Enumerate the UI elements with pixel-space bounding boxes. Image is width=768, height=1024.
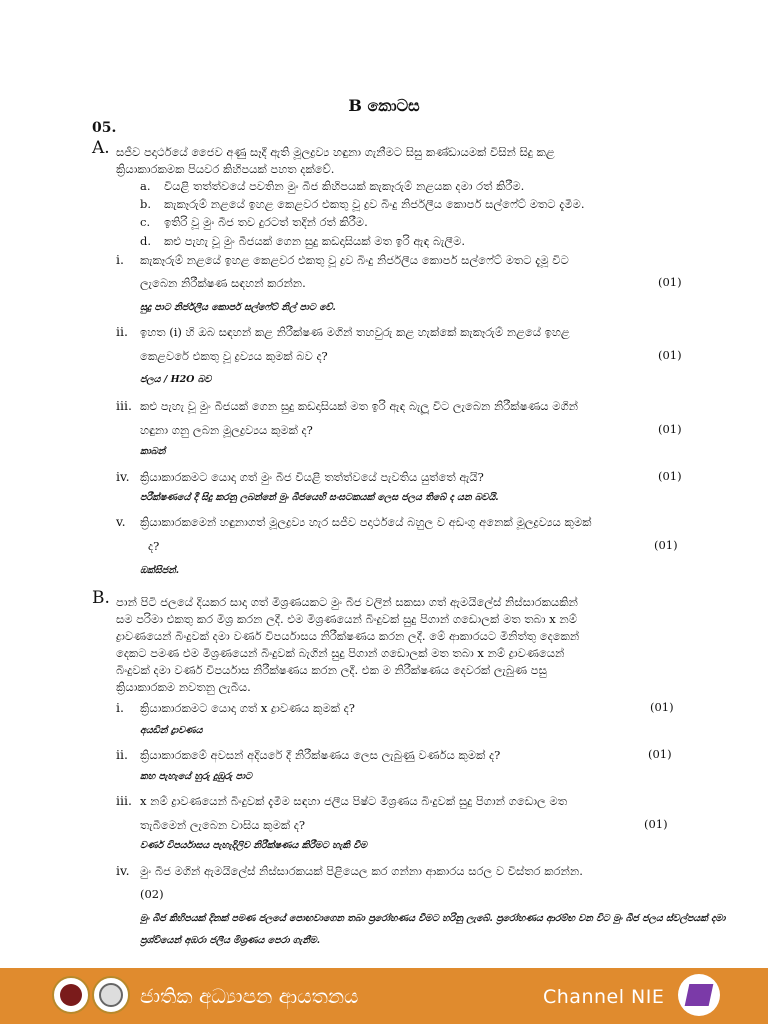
answer-text: අයඩින් ද්‍රාවණය	[140, 725, 203, 736]
question-roman: ii.	[116, 747, 128, 762]
question-roman: ii.	[116, 324, 128, 339]
step-text: ඉතිරි වූ මුං බීජ තව දුරටත් තදින් රත් කිරීම.	[164, 215, 368, 229]
part-b-paragraph-line: බිංදුවක් දමා වර්ණ විපර්යාස නිරීක්ෂණය කරන ලදී. එක ම නිරීක්ෂණය දෙවරක් ලැබුණ පසු	[116, 663, 547, 677]
question-mark: (01)	[658, 275, 682, 289]
question-text: ලැබෙන නිරීක්ෂණ සඳහන් කරන්න.	[140, 276, 306, 290]
step-label: b.	[140, 197, 152, 211]
question-text: ක්‍රියාකාරකමේ අවසන් අදියරේ දී නිරීක්ෂණය ලෙස ලැබුණු වර්ණය කුමක් ද?	[140, 748, 501, 762]
organization-name: ජාතික අධ්‍යාපන ආයතනය	[140, 984, 359, 1008]
answer-text: ඔක්සිජන්.	[140, 565, 180, 576]
question-text: ක්‍රියාකාරකමෙන් හඳුනාගත් මූලද්‍රව්‍ය හැර සජීව පදාර්ථයේ බහුල ව අඩංගු අනෙක් මූලද්‍රව්‍යය කුමක්	[140, 515, 592, 529]
part-a-intro-line2: ක්‍රියාකාරකමක පියවර කිහිපයක් පහත දක්වේ.	[116, 162, 335, 176]
part-b-paragraph-line: සම පරිමා එකතු කර මිශ්‍ර කරන ලදී. එම මිශ්‍රණයෙන් බිංදුවක් සුදු පිගාන් ගඩොලක් මත තබා x නම්	[116, 612, 577, 626]
step-text: කැකෑරුම් නළයේ ඉහළ කෙළවර එකතු වූ ද්‍රව බිංදු නිර්ජලීය කොපර් සල්ෆේට් මතට දැමීම.	[164, 197, 585, 211]
question-mark: (01)	[654, 538, 678, 552]
question-text: ඉහත (i) හි ඔබ සඳහන් කළ නිරීක්ෂණ මගින් තහවුරු කළ හැක්කේ කැකෑරුම් නළයේ ඉහළ	[140, 325, 570, 339]
question-mark: (01)	[650, 700, 674, 714]
question-text: කෙළවරේ එකතු වූ ද්‍රව්‍යය කුමක් බව ද?	[140, 349, 328, 363]
question-mark: (01)	[658, 469, 682, 483]
question-mark: (01)	[644, 817, 668, 831]
question-text: x නම් ද්‍රාවණයෙන් බිංදුවක් දැමීම සඳහා ජලීය පිෂ්ට මිශ්‍රණය බිංදුවක් සුදු පිගාන් ගඩොල මත	[140, 794, 568, 808]
question-roman: iii.	[116, 793, 132, 808]
question-mark: (02)	[140, 887, 164, 901]
question-text: ද?	[148, 539, 160, 553]
question-roman: v.	[116, 514, 126, 529]
answer-text: වර්ණ විපර්යාසය පැහැදිලිව නිරීක්ෂණය කිරීමට හැකි වීම	[140, 840, 367, 851]
step-text: වියළි තත්ත්වයේ පවතින මුං බීජ කිහිපයක් කැකෑරුම් නළයක දමා රත් කිරීම.	[164, 179, 525, 193]
answer-text: ජලය / H2O බව	[140, 374, 212, 385]
step-text: කළු පැහැ වූ මුං බීජයක් ගෙන සුදු කඩදාසියක් මත ඉරි ඇඳ බැලීම.	[164, 234, 465, 248]
question-text: තැබීමෙන් ලැබෙන වාසිය කුමක් ද?	[140, 818, 306, 832]
part-b-paragraph-line: ක්‍රියාකාරකම නවතනු ලැබීය.	[116, 680, 251, 694]
step-label: c.	[140, 215, 151, 229]
channel-name: Channel NIE	[543, 986, 665, 1008]
government-emblem-icon	[52, 976, 90, 1014]
question-text: මුං බීජ මගින් ඇමයිලේස් නිස්සාරකයක් පිළියෙල කර ගන්නා ආකාරය සරල ව විස්තර කරන්න.	[140, 864, 583, 878]
question-mark: (01)	[658, 422, 682, 436]
part-b-paragraph-line: දෙකට පමණ එම මිශ්‍රණයෙන් බිංදුවක් බැගින් සුදු පිගාන් ගඩොලක් මත තබා x නම් ද්‍රාවණයෙන්	[116, 646, 565, 660]
question-text: ක්‍රියාකාරකමට යොදා ගත් මුං බීජ වියළි තත්ත්වයේ පැවතිය යුත්තේ ඇයි?	[140, 470, 484, 484]
answer-text: සුදු පාට නිර්ජලීය කොපර් සල්ෆේට් නිල් පාට වේ.	[140, 302, 336, 313]
question-roman: iv.	[116, 469, 130, 484]
channel-nie-logo-icon	[678, 974, 720, 1016]
step-label: a.	[140, 179, 151, 193]
question-mark: (01)	[658, 348, 682, 362]
question-number: 05.	[92, 120, 117, 136]
question-text: කැකෑරුම් නළයේ ඉහළ කෙළවර එකතු වූ ද්‍රව බිංදු නිර්ජලීය කොපර් සල්ෆේට් මතට දැමූ විට	[140, 253, 569, 267]
answer-text: කහ පැහැයේ හුරු දුඹුරු පාට	[140, 771, 252, 782]
nie-seal-icon	[92, 976, 130, 1014]
question-text: කළු පැහැ වූ මුං බීජයක් ගෙන සුදු කඩදාසියක් මත ඉරි ඇඳ බැලූ විට ලැබෙන නිරීක්ෂණය මගින්	[140, 399, 579, 413]
part-b-letter: B.	[92, 588, 110, 608]
answer-text: කාබන්	[140, 446, 166, 457]
question-text: ක්‍රියාකාරකමට යොදා ගත් x ද්‍රාවණය කුමක් ද?	[140, 701, 355, 715]
question-roman: i.	[116, 252, 124, 267]
section-title: B කොටස	[348, 96, 420, 115]
part-b-paragraph-line: ද්‍රාවණයෙන් බිංදුවක් දමා වර්ණ විපර්යාසය නිරීක්ෂණය කරන ලදී. මේ ආකාරයට මිනිත්තු දෙකෙන්	[116, 629, 580, 643]
question-roman: i.	[116, 700, 124, 715]
answer-text: මුං බීජ කිහිපයක් දිනක් පමණ ජලයේ පොඟවාගෙන තබා ප්‍රරෝහණය වීමට හරිනු ලැබේ. ප්‍රරෝහණය ආරම්භ වන විට මුං බීජ ජලය ස්වල්පයක් දමා ප්‍රශ්වියෙන් අඹරා ජලීය මිශ්‍රණය පෙරා ගැනීම.	[140, 913, 726, 946]
part-a-intro-line1: සජීව පදාර්ථයේ ජෛව අණු සෑදී ඇති මූලද්‍රව්‍ය හඳුනා ගැනීමට සිසු කණ්ඩායමක් විසින් සිදු කළ	[116, 145, 555, 159]
answer-text: පරීක්ෂණයේ දී සිදු කරනු ලබන්නේ මුං බීජයෙහි සංඝටකයක් ලෙස ජලය තිබේ ද යන බවයි.	[140, 492, 499, 503]
part-b-paragraph-line: පාන් පිටි ජලයේ දියකර සාදා ගත් මිශ්‍රණයකට මුං බීජ වලින් සකසා ගත් ඇමයිලේස් නිස්සාරකයකින්	[116, 595, 578, 609]
step-label: d.	[140, 234, 152, 248]
part-a-letter: A.	[92, 138, 110, 158]
question-mark: (01)	[648, 747, 672, 761]
question-roman: iii.	[116, 398, 132, 413]
question-text: හඳුනා ගනු ලබන මූලද්‍රව්‍යය කුමක් ද?	[140, 423, 313, 437]
question-roman: iv.	[116, 863, 130, 878]
